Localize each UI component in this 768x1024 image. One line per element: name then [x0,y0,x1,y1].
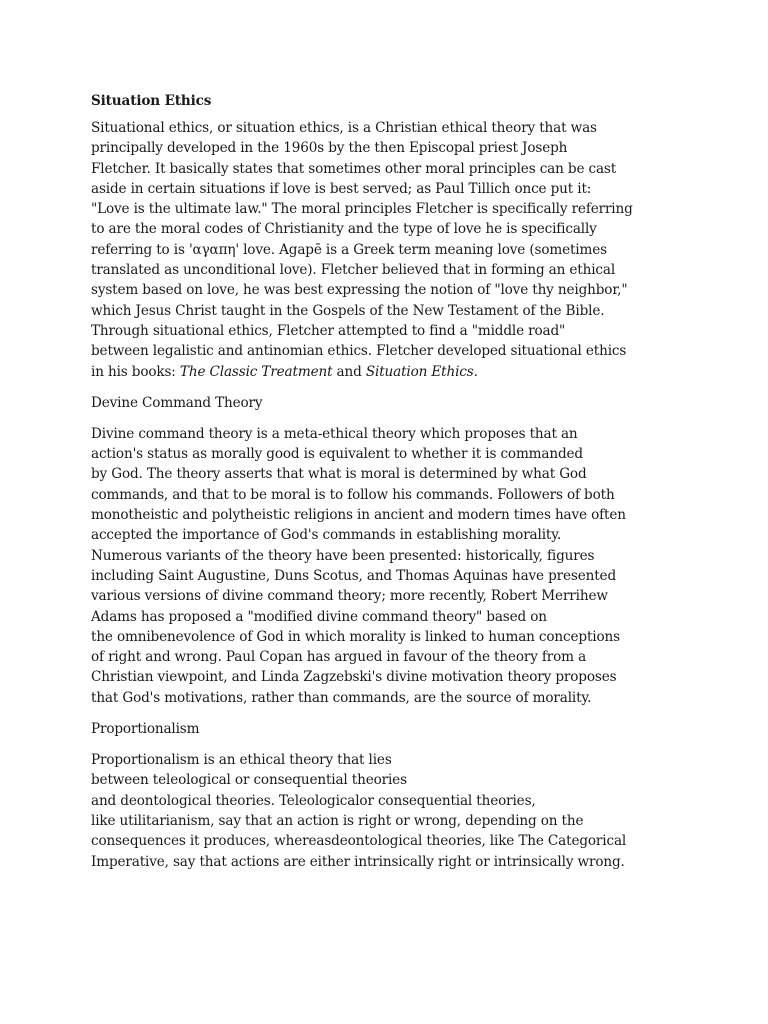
section-heading-divine-command: Devine Command Theory [91,394,263,411]
paragraph-line: Numerous variants of the theory have been presented: historically, figures [91,547,595,564]
paragraph-line: various versions of divine command theory; more recently, Robert Merrihew [91,588,608,605]
paragraph-line: commands, and that to be moral is to follow his commands. Followers of both [91,486,615,503]
paragraph-line: Fletcher. It basically states that sometimes other moral principles can be cast [91,160,617,177]
paragraph-line: accepted the importance of God's commands in establishing morality. [91,527,562,544]
paragraph-line: and deontological theories. Teleologicalor consequential theories, [91,792,536,809]
paragraph-line: principally developed in the 1960s by the then Episcopal priest Joseph [91,140,568,157]
paragraph-line: by God. The theory asserts that what is moral is determined by what God [91,466,587,483]
paragraph-line: of right and wrong. Paul Copan has argued in favour of the theory from a [91,649,587,666]
paragraph-line: Christian viewpoint, and Linda Zagzebski's divine motivation theory proposes [91,669,617,686]
paragraph-line: Adams has proposed a "modified divine command theory" based on [91,608,547,625]
text-fragment: and [332,363,366,380]
proportionalism-paragraph [91,750,681,872]
paragraph-line: Divine command theory is a meta-ethical theory which proposes that an [91,425,578,442]
paragraph-line: between legalistic and antinomian ethics. Fletcher developed situational ethics [91,343,627,360]
paragraph-line: system based on love, he was best expressing the notion of "love thy neighbor," [91,282,628,299]
book-title-classic-treatment: The Classic Treatment [179,363,333,380]
divine-command-paragraph [91,424,681,708]
paragraph-line: Situational ethics, or situation ethics, is a Christian ethical theory that was [91,120,597,136]
paragraph-line: to are the moral codes of Christianity and the type of love he is specifically [91,221,597,238]
paragraph-line: like utilitarianism, say that an action is right or wrong, depending on the [91,812,584,829]
book-title-situation-ethics: Situation Ethics [365,363,474,380]
paragraph-line: Proportionalism is an ethical theory that lies [91,752,392,769]
paragraph-line: consequences it produces, whereasdeontological theories, like The Categorical [91,833,627,850]
paragraph-line: action's status as morally good is equivalent to whether it is commanded [91,446,583,463]
paragraph-line: "Love is the ultimate law." The moral principles Fletcher is specifically referring [91,201,633,218]
paragraph-line: translated as unconditional love). Fletcher believed that in forming an ethical [91,262,616,279]
paragraph-line: referring to is 'αγαπη' love. Agapē is a Greek term meaning love (sometimes [91,241,607,258]
document-title: Situation Ethics [91,93,212,109]
text-fragment: in his books: [91,363,180,380]
paragraph-line: aside in certain situations if love is best served; as Paul Tillich once put it: [91,180,592,197]
document-body [91,88,681,872]
paragraph-line: that God's motivations, rather than commands, are the source of morality. [91,689,592,706]
paragraph-line: between teleological or consequential theories [91,772,407,789]
situation-ethics-paragraph [91,118,681,382]
paragraph-line: Through situational ethics, Fletcher attempted to find a "middle road" [91,322,566,339]
paragraph-line: monotheistic and polytheistic religions in ancient and modern times have often [91,507,626,524]
paragraph-line: including Saint Augustine, Duns Scotus, and Thomas Aquinas have presented [91,567,617,584]
section-heading-proportionalism: Proportionalism [91,721,200,738]
paragraph-line: the omnibenevolence of God in which morality is linked to human conceptions [91,628,620,645]
paragraph-line: which Jesus Christ taught in the Gospels of the New Testament of the Bible. [91,302,605,319]
text-fragment: . [473,363,478,380]
paragraph-last-line [91,362,681,382]
paragraph-line: Imperative, say that actions are either intrinsically right or intrinsically wrong. [91,853,625,870]
